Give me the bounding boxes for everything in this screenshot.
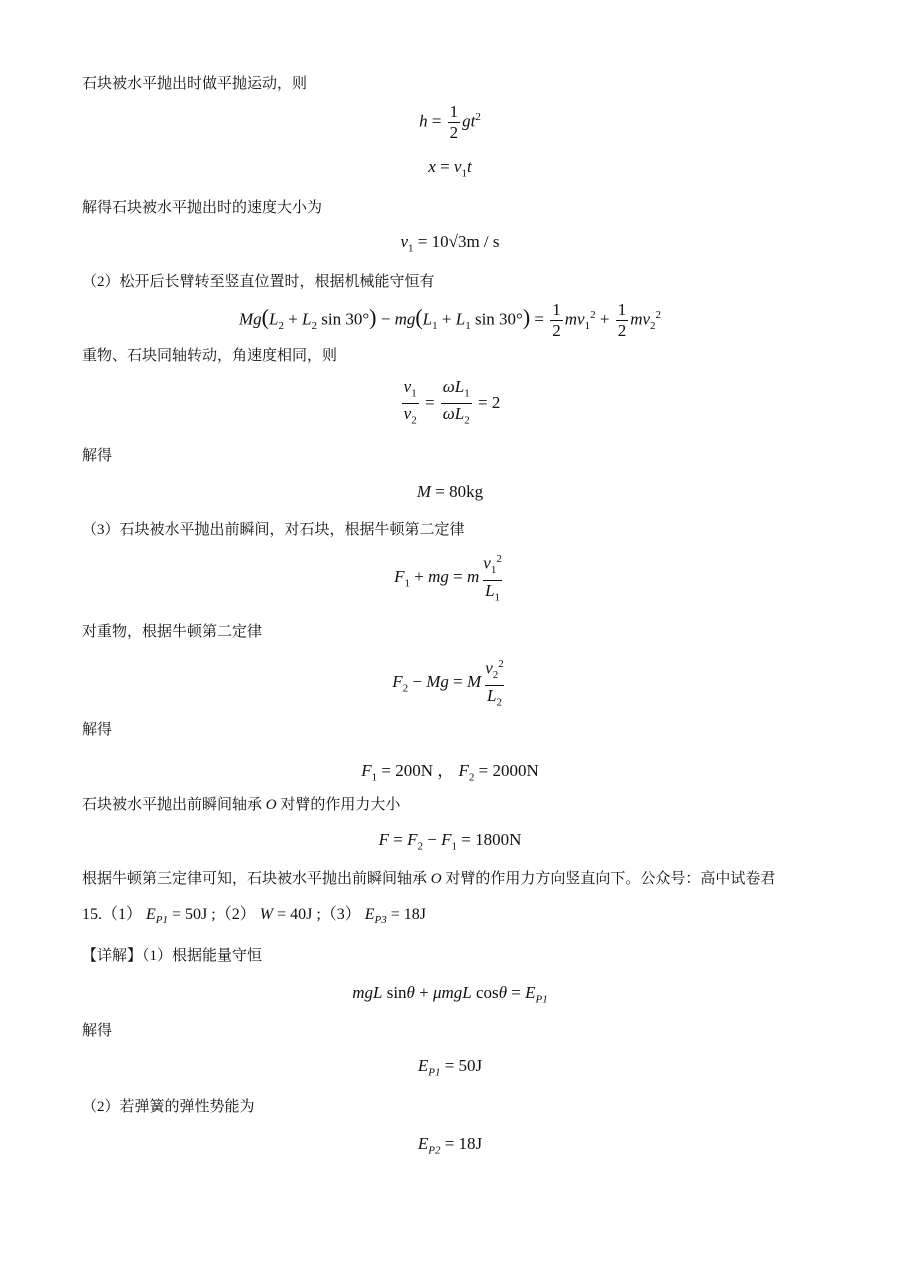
text-line-10: 根据牛顿第三定律可知，石块被水平抛出前瞬间轴承 O 对臂的作用力方向竖直向下。公众号：高中试卷君 [82,871,776,887]
text-line-4: 重物、石块同轴转动，角速度相同，则 [82,348,338,364]
equation-v1: $v_1 = 10√3m / s$ [400,232,500,255]
text-line-13: 解得 [82,1023,113,1039]
equation-x: $x = v_1t$ [428,157,472,180]
text-line-7: 对重物，根据牛顿第二定律 [82,624,263,640]
equation-EP1: $E_{P1} = 50J$ [417,1056,483,1079]
text-line-12: 【详解】（1）根据能量守恒 [82,948,263,964]
equation-EP2: $E_{P2} = 18J$ [417,1134,483,1157]
text-line-5: 解得 [82,448,113,464]
text-line-9: 石块被水平抛出前瞬间轴承 O 对臂的作用力大小 [82,797,401,813]
equation-energy-conservation: mgL sinθ + μmgL $\cos\theta = E_{P1}$ [352,983,548,1006]
text-line-1: 石块被水平抛出时做平抛运动，则 [82,76,308,92]
equation-M: M = 80kg [416,482,484,501]
equation-energy: $Mg(L_2 + L_2$ $\sin 30^\circ) - mg(L_1 + L_1$ sin 30°) = $\frac{1}{2}$ $mv_1^2$ + $\frac{1}{2}$ $mv_2^2$ [238,300,662,340]
equation-F2: $F_2 - Mg = M$ $\frac{v_2^2}{L_2}$ [0,655,900,711]
text-line-6: （3）石块被水平抛出前瞬间，对石块，根据牛顿第二定律 [82,522,465,538]
answer-line-15: 15.（1） $E_{P1} = 50J$ ;（2） W = 40J ;（3） $E_{P3} = 18J$ [82,906,427,927]
equation-F1-F2-values: $F_1 = 200N$ ， $F_2 = 2000N$ [361,761,539,784]
equation-F: $F = F_2 - F_1 = 1800N$ [378,830,522,853]
equation-h: h = $\frac{1}{2}$ $gt^2$ [419,102,481,142]
text-line-14: （2）若弹簧的弹性势能为 [82,1099,255,1115]
text-line-3: （2）松开后长臂转至竖直位置时，根据机械能守恒有 [82,274,435,290]
text-line-8: 解得 [82,722,113,738]
equation-ratio: $\frac{v_1}{v_2}$ = $\frac{\omega L_1}{\omega L_2}$ = 2 [0,378,900,430]
equation-F1: $F_1$ + mg = m $\frac{v_1^2}{L_1}$ [0,550,900,606]
text-line-2: 解得石块被水平抛出时的速度大小为 [82,200,323,216]
